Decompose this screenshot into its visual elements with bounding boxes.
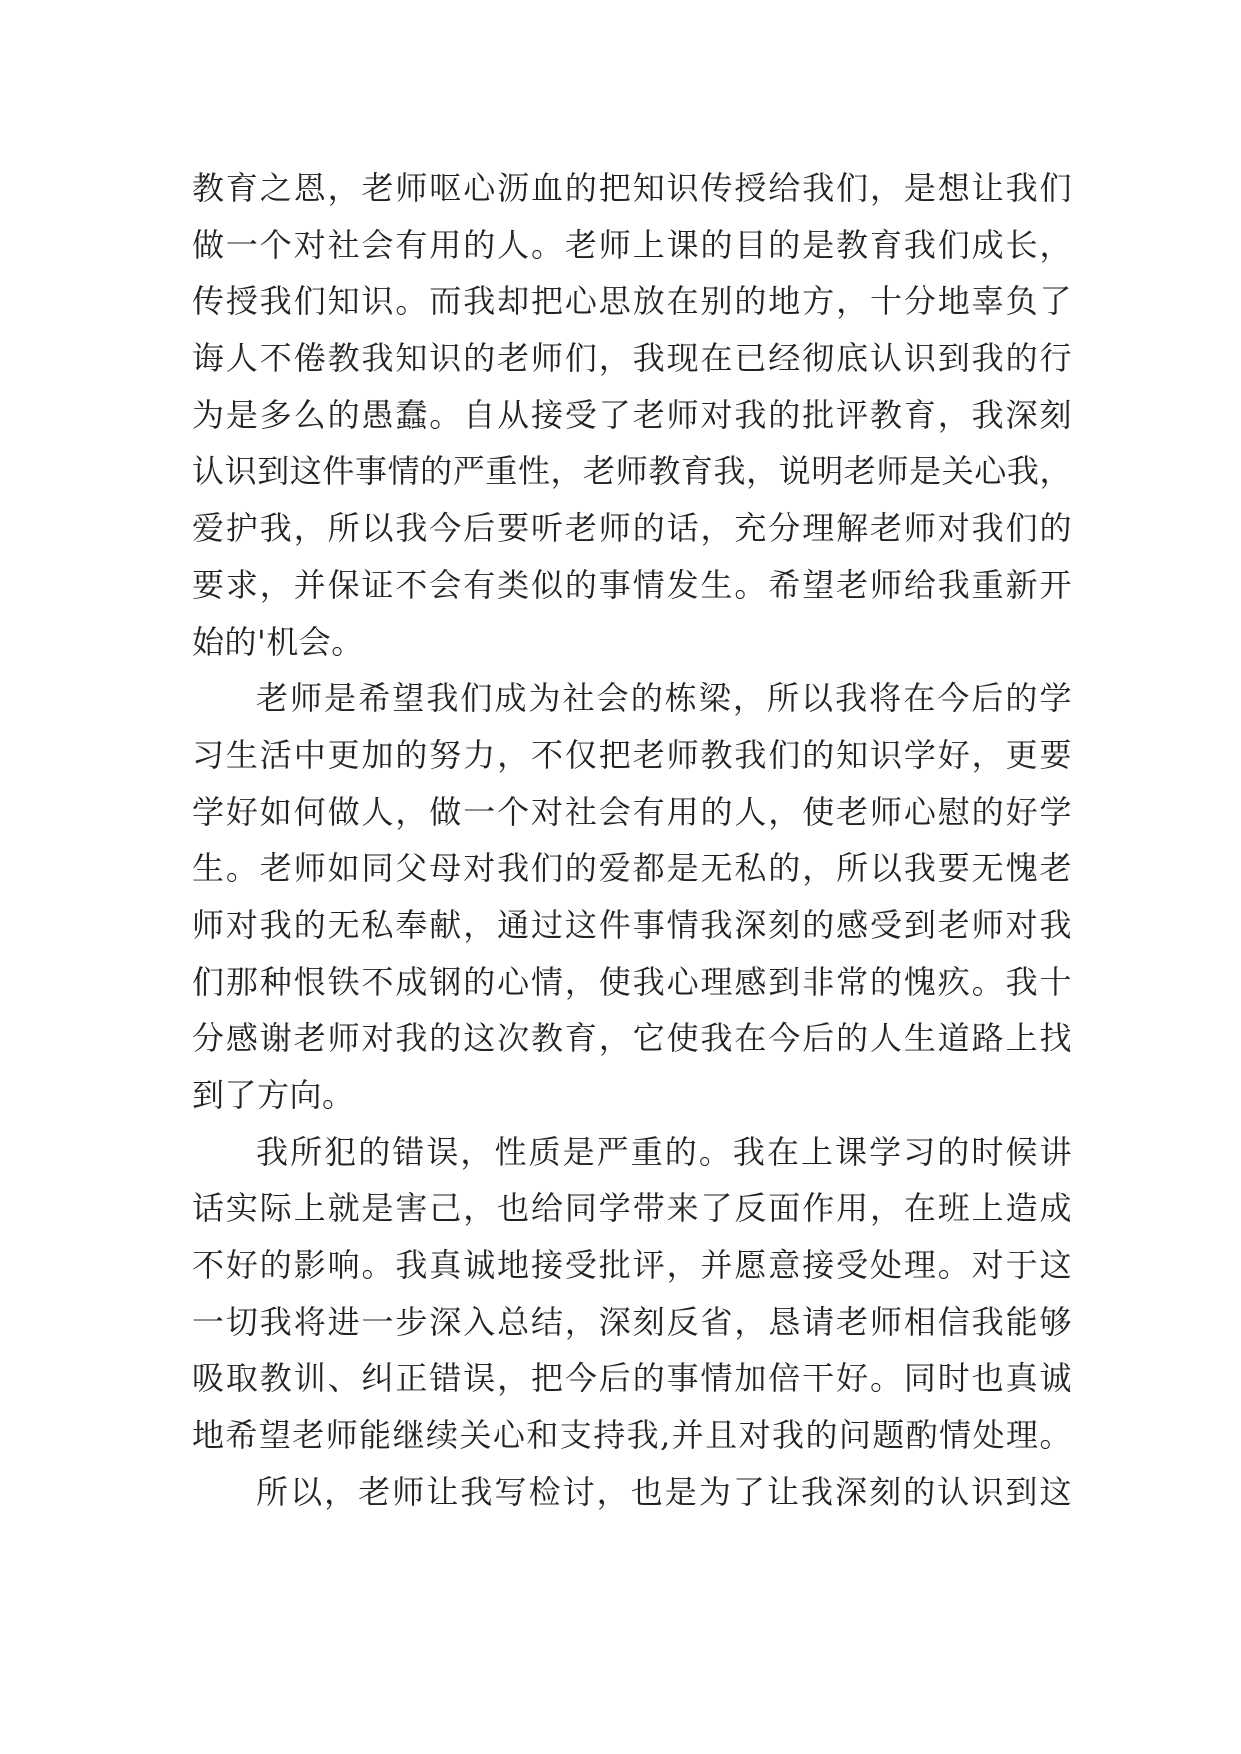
text-line: 传授我们知识。而我却把心思放在别的地方，十分地辜负了 — [192, 282, 1072, 321]
text-line: 为是多么的愚蠢。自从接受了老师对我的批评教育，我深刻 — [192, 395, 1072, 434]
text-line: 要求，并保证不会有类似的事情发生。希望老师给我重新开 — [192, 565, 1072, 604]
text-line: 不好的影响。我真诚地接受批评，并愿意接受处理。对于这 — [192, 1246, 1072, 1285]
text-line: 吸取教训、纠正错误，把今后的事情加倍干好。同时也真诚 — [192, 1359, 1072, 1398]
paragraph-start-line: 我所犯的错误，性质是严重的。我在上课学习的时候讲 — [256, 1132, 1072, 1171]
text-line: 做一个对社会有用的人。老师上课的目的是教育我们成长， — [192, 225, 1072, 264]
text-line: 生。老师如同父母对我们的爱都是无私的，所以我要无愧老 — [192, 849, 1072, 888]
text-line: 们那种恨铁不成钢的心情，使我心理感到非常的愧疚。我十 — [192, 962, 1072, 1001]
text-line: 学好如何做人，做一个对社会有用的人，使老师心慰的好学 — [192, 792, 1072, 831]
text-line: 认识到这件事情的严重性，老师教育我，说明老师是关心我， — [192, 452, 1072, 491]
text-line: 到了方向。 — [192, 1076, 355, 1114]
text-line: 分感谢老师对我的这次教育，它使我在今后的人生道路上找 — [192, 1019, 1072, 1058]
text-line: 师对我的无私奉献，通过这件事情我深刻的感受到老师对我 — [192, 905, 1072, 944]
paragraph-start-line: 所以，老师让我写检讨，也是为了让我深刻的认识到这 — [256, 1472, 1072, 1511]
document-body — [192, 160, 1072, 1521]
text-line: 爱护我，所以我今后要听老师的话，充分理解老师对我们的 — [192, 509, 1072, 548]
text-line: 诲人不倦教我知识的老师们，我现在已经彻底认识到我的行 — [192, 339, 1072, 378]
text-line: 始的'机会。 — [192, 622, 364, 661]
text-line: 一切我将进一步深入总结，深刻反省，恳请老师相信我能够 — [192, 1302, 1072, 1341]
text-line: 教育之恩，老师呕心沥血的把知识传授给我们，是想让我们 — [192, 169, 1072, 207]
paragraph-start-line: 老师是希望我们成为社会的栋梁，所以我将在今后的学 — [256, 679, 1072, 718]
text-line: 话实际上就是害己，也给同学带来了反面作用，在班上造成 — [192, 1189, 1072, 1228]
text-line: 地希望老师能继续关心和支持我,并且对我的问题酌情处理。 — [192, 1416, 1072, 1455]
text-line: 习生活中更加的努力，不仅把老师教我们的知识学好，更要 — [192, 735, 1072, 774]
